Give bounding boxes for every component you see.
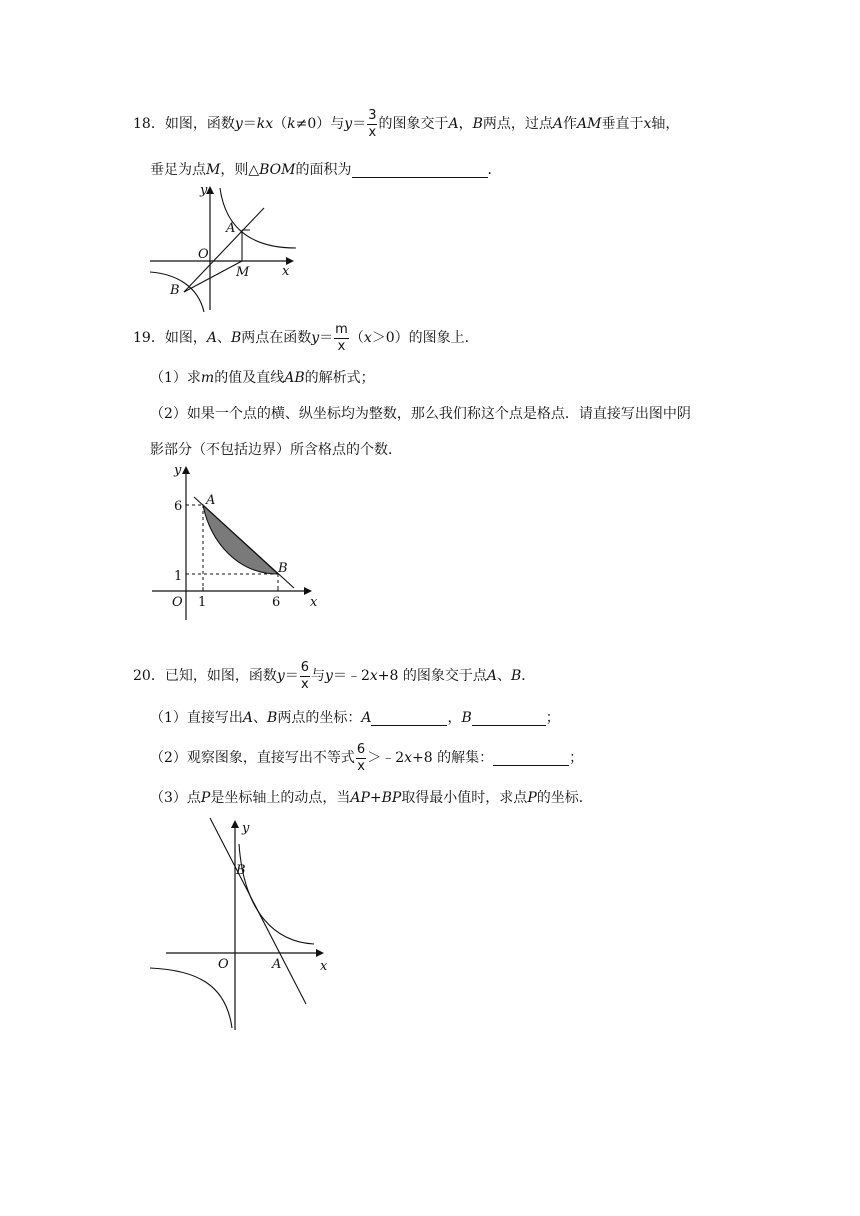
q19-label-A: A	[206, 493, 216, 508]
q20-hyperbola-upper	[239, 844, 314, 944]
q20-line1: 20． 已知，如图，函数 y ＝ $\frac{6}{x}$ 与 y ＝﹣2 x +8 的图象交于点 A 、 B ．	[133, 659, 536, 692]
q20-label-A: A	[272, 957, 282, 972]
q18-answer-blank[interactable]	[352, 163, 488, 178]
q20-answer-blank-inequality[interactable]	[493, 751, 569, 766]
q18-label-O: O	[198, 247, 209, 262]
q18-label-M: M	[236, 265, 250, 280]
q19-label-O: O	[172, 595, 183, 610]
q18-line-kx	[184, 208, 264, 292]
q18-label-A: A	[226, 221, 236, 236]
q20-inequality-fraction: $\frac{6}{x}$	[356, 741, 366, 774]
q20-part2: （2）观察图象，直接写出不等式 $\frac{6}{x}$ ＞﹣2 x +8 的解集： ；	[150, 741, 584, 774]
q20-part3: （3）点 P 是坐标轴上的动点，当 AP+BP 取得最小值时，求点 P 的坐标．	[150, 790, 593, 806]
q19-label-B: B	[278, 561, 288, 576]
q19-label-x: x	[310, 595, 318, 610]
q18-figure	[146, 182, 306, 312]
q20-part1: （1）直接写出 A 、 B 两点的坐标： A ， B ；	[150, 710, 560, 726]
q19-part2-line1: （2）如果一个点的横、纵坐标均为整数，那么我们称这个点是格点．请直接写出图中阴	[150, 406, 691, 422]
q19-fraction: $\frac{m}{x}$	[335, 321, 348, 354]
q19-line1: 19． 如图， A 、 B 两点在函数 y ＝ $\frac{m}{x}$ （ x ＞0）的图象上．	[133, 321, 479, 354]
q20-label-B: B	[236, 863, 246, 878]
q19-label-1-y: 1	[174, 569, 183, 584]
q19-label-y: y	[174, 463, 182, 478]
q20-answer-blank-B[interactable]	[472, 711, 546, 726]
q18-line2: 垂足为点 M ，则△ BOM 的面积为 ．	[150, 162, 502, 178]
q18-segment-BM	[184, 261, 242, 292]
q19-part2-line2: 影部分（不包括边界）所含格点的个数．	[150, 442, 402, 458]
q20-label-x: x	[320, 959, 328, 974]
q20-x-arrow	[316, 949, 324, 957]
q20-answer-blank-A[interactable]	[371, 711, 447, 726]
q19-x-arrow	[304, 587, 312, 595]
q20-fraction: $\frac{6}{x}$	[300, 659, 310, 692]
q19-label-6-x: 6	[272, 595, 281, 610]
q18-label-x: x	[282, 264, 290, 279]
q19-label-6-y: 6	[174, 499, 183, 514]
q20-label-y: y	[242, 821, 250, 836]
q18-label-B: B	[170, 283, 180, 298]
q20-y-arrow	[231, 820, 239, 828]
q20-figure	[146, 814, 346, 1034]
q20-hyperbola-lower	[150, 968, 232, 1028]
q18-label-y: y	[200, 183, 208, 198]
q18-line1: 18． 如图，函数 y ＝ kx （ k ≠0）与 y ＝ $\frac{3}{x}$ 的图象交于 A ， B 两点，过点 A 作 AM 垂直于 x 轴，	[133, 107, 680, 140]
q18-fraction: $\frac{3}{x}$	[368, 107, 377, 140]
q19-part1: （1）求 m 的值及直线 AB 的解析式；	[150, 370, 375, 386]
q20-label-O: O	[218, 957, 229, 972]
q19-y-arrow	[182, 466, 190, 474]
q19-figure	[148, 462, 328, 622]
q19-label-1-x: 1	[198, 595, 207, 610]
q18-hyperbola-upper	[220, 188, 296, 248]
